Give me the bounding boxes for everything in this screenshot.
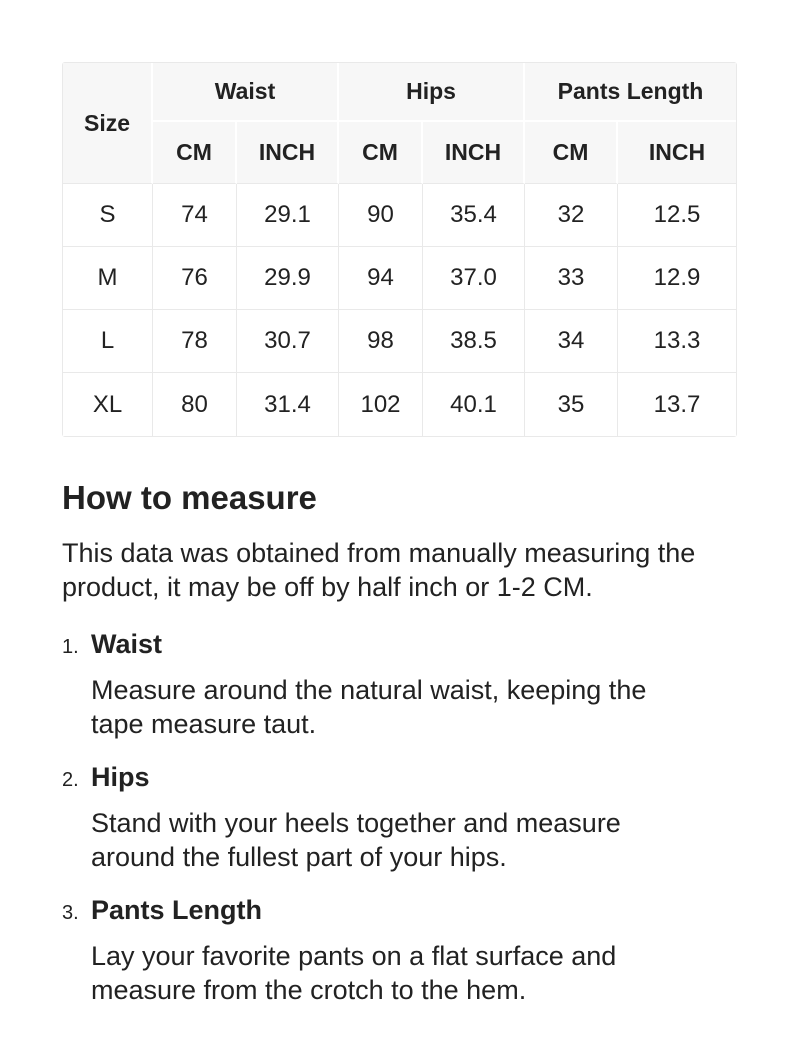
pants-length-group-header: Pants Length [525, 63, 736, 122]
waist-cm-cell: 74 [153, 184, 237, 247]
measure-steps [62, 629, 737, 1007]
pants-inch-cell: 12.5 [618, 184, 736, 247]
size-cell: XL [63, 373, 153, 436]
waist-inch-cell: 29.9 [237, 247, 339, 310]
size-row-l [63, 310, 736, 373]
waist-inch-header: INCH [237, 122, 339, 184]
hips-inch-cell: 35.4 [423, 184, 525, 247]
hips-inch-header: INCH [423, 122, 525, 184]
size-cell: S [63, 184, 153, 247]
waist-cm-cell: 78 [153, 310, 237, 373]
pants-inch-header: INCH [618, 122, 736, 184]
step-description: Measure around the natural waist, keeping the tape measure taut. [91, 675, 647, 739]
step-description: Stand with your heels together and measure around the fullest part of your hips. [91, 808, 621, 872]
waist-cm-cell: 80 [153, 373, 237, 436]
waist-cm-header: CM [153, 122, 237, 184]
hips-cm-cell: 90 [339, 184, 423, 247]
size-cell: M [63, 247, 153, 310]
pants-cm-header: CM [525, 122, 618, 184]
size-row-xl [63, 373, 736, 436]
step-title: Hips [91, 762, 150, 792]
hips-inch-cell: 38.5 [423, 310, 525, 373]
size-chart-table [62, 62, 737, 437]
pants-inch-cell: 12.9 [618, 247, 736, 310]
hips-cm-cell: 98 [339, 310, 423, 373]
step-pants-length [62, 895, 737, 1007]
pants-cm-cell: 34 [525, 310, 618, 373]
section-title: How to measure [62, 479, 317, 516]
pants-cm-cell: 33 [525, 247, 618, 310]
waist-inch-cell: 31.4 [237, 373, 339, 436]
waist-cm-cell: 76 [153, 247, 237, 310]
step-title: Pants Length [91, 895, 263, 925]
size-row-m [63, 247, 736, 310]
waist-group-header: Waist [153, 63, 339, 122]
hips-cm-cell: 94 [339, 247, 423, 310]
step-number: 2. [62, 769, 79, 791]
pants-cm-cell: 32 [525, 184, 618, 247]
hips-group-header: Hips [339, 63, 525, 122]
how-to-measure-section [62, 481, 737, 1007]
step-number: 1. [62, 636, 79, 658]
pants-inch-cell: 13.3 [618, 310, 736, 373]
step-title: Waist [91, 629, 163, 659]
hips-inch-cell: 37.0 [423, 247, 525, 310]
hips-cm-cell: 102 [339, 373, 423, 436]
pants-inch-cell: 13.7 [618, 373, 736, 436]
size-column-header: Size [63, 63, 153, 184]
pants-cm-cell: 35 [525, 373, 618, 436]
unit-header-row [63, 122, 736, 184]
size-cell: L [63, 310, 153, 373]
measure-disclaimer: This data was obtained from manually measuring the product, it may be off by half inch or 1-2 CM. [62, 538, 696, 602]
step-waist [62, 629, 737, 741]
size-row-s [63, 184, 736, 247]
group-header-row [63, 63, 736, 122]
waist-inch-cell: 30.7 [237, 310, 339, 373]
waist-inch-cell: 29.1 [237, 184, 339, 247]
hips-cm-header: CM [339, 122, 423, 184]
step-number: 3. [62, 902, 79, 924]
step-hips [62, 762, 737, 874]
hips-inch-cell: 40.1 [423, 373, 525, 436]
step-description: Lay your favorite pants on a flat surface and measure from the crotch to the hem. [91, 941, 617, 1005]
